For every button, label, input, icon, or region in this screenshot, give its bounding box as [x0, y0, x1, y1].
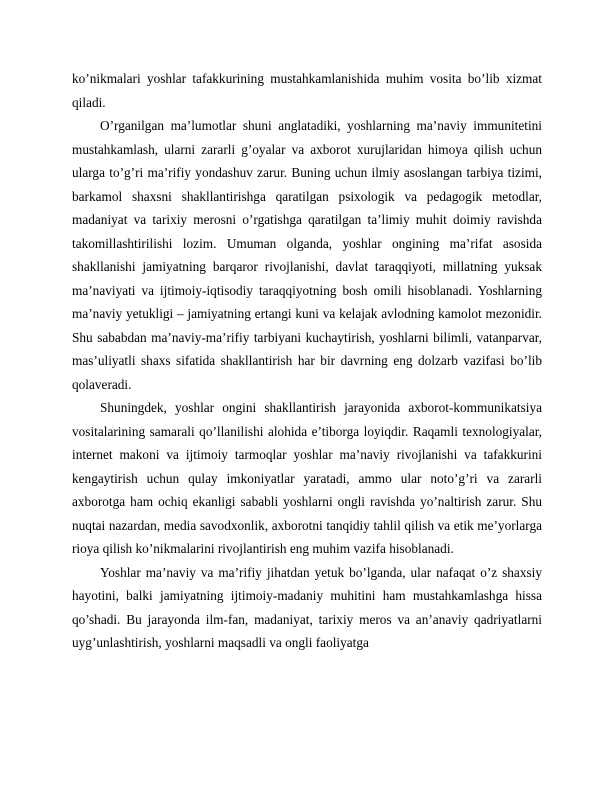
paragraph-3: Shuningdek, yoshlar ongini shakllantirish jarayonida axborot-kommunikatsiya vositalarining samarali qo’llanilishi alohida e’tiborga loyiqdir. Raqamli texnologiyalar, internet makoni va ijtimoiy tarmoqlar yoshlar ma’naviy rivojlanishi va tafakkurini kengaytirish uchun qulay imkoniyatlar yaratadi, ammo ular noto’g’ri va zararli axborotga ham ochiq ekanligi sababli yoshlarni ongli ravishda yo’naltirish zarur. Shu nuqtai nazardan, media savodxonlik, axborotni tanqidiy tahlil qilish va etik me’yorlarga rioya qilish ko’nikmalarini rivojlantirish eng muhim vazifa hisoblanadi.: [72, 400, 542, 556]
paragraph-2: O’rganilgan ma’lumotlar shuni anglatadiki, yoshlarning ma’naviy immunitetini mustahkamlash, ularni zararli g’oyalar va axborot xurujlaridan himoya qilish uchun ularga to’g’ri ma’rifiy yondashuv zarur. Buning uchun ilmiy asoslangan tarbiya tizimi, barkamol shaxsni shakllantirishga qaratilgan psixologik va pedagogik metodlar, madaniyat va tarixiy merosni o’rgatishga qaratilgan ta’limiy muhit doimiy ravishda takomillashtirilishi lozim. Umuman olganda, yoshlar ongining ma’rifat asosida shakllanishi jamiyatning barqaror rivojlanishi, davlat taraqqiyoti, millatning yuksak ma’naviyati va ijtimoiy-iqtisodiy taraqqiyotning bosh omili hisoblanadi. Yoshlarning ma’naviy yetukligi – jamiyatning ertangi kuni va kelajak avlodning kamolot mezonidir. Shu sababdan ma’naviy-ma’rifiy tarbiyani kuchaytirish, yoshlarni bilimli, vatanparvar, mas’uliyatli shaxs sifatida shakllantirish har bir davrning eng dolzarb vazifasi bo’lib qolaveradi.: [72, 118, 542, 392]
paragraph-4: Yoshlar ma’naviy va ma’rifiy jihatdan yetuk bo’lganda, ular nafaqat o’z shaxsiy hayotini, balki jamiyatning ijtimoiy-madaniy muhitini ham mustahkamlashga hissa qo’shadi. Bu jarayonda ilm-fan, madaniyat, tarixiy meros va an’anaviy qadriyatlarni uyg’unlashtirish, yoshlarni maqsadli va ongli faoliyatga: [72, 564, 542, 650]
paragraph-1: ko’nikmalari yoshlar tafakkurining mustahkamlanishida muhim vosita bo’lib xizmat qiladi.: [72, 71, 542, 110]
body-text: [72, 67, 542, 655]
